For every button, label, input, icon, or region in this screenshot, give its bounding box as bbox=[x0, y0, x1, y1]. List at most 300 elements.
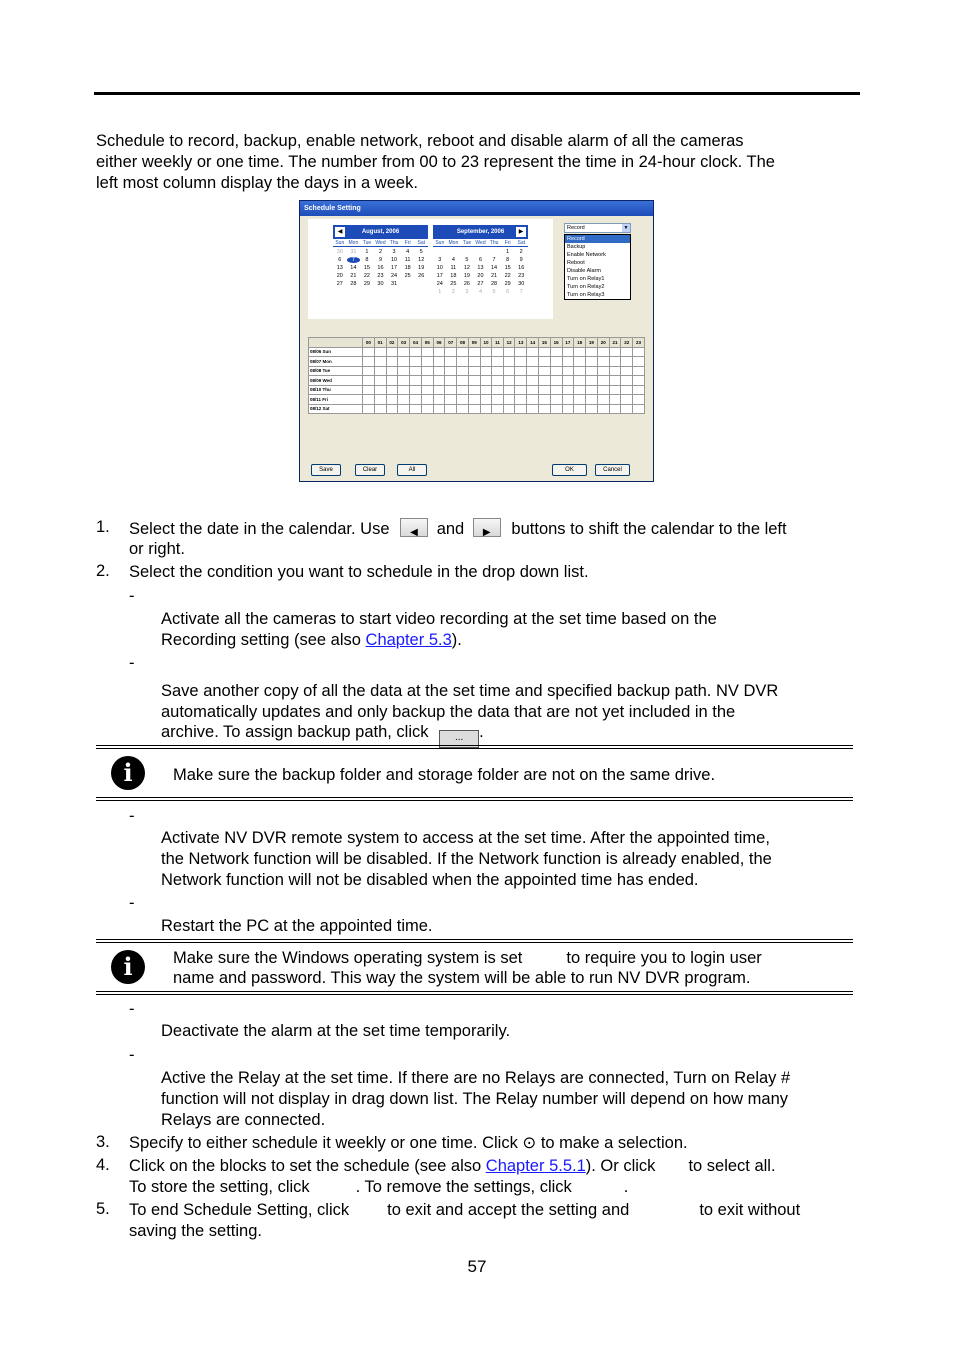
dropdown-option[interactable]: Disable Alarm bbox=[567, 268, 601, 274]
schedule-cell[interactable] bbox=[363, 347, 375, 357]
calendar-day[interactable]: 2 bbox=[451, 289, 455, 295]
schedule-cell[interactable] bbox=[445, 366, 457, 376]
schedule-cell[interactable] bbox=[421, 366, 433, 376]
day-label: 08/07 Mon bbox=[309, 357, 363, 367]
schedule-cell[interactable] bbox=[550, 404, 562, 414]
schedule-cell[interactable] bbox=[633, 404, 645, 414]
schedule-cell[interactable] bbox=[421, 357, 433, 367]
calendar-day[interactable]: 27 bbox=[336, 281, 343, 287]
calendar-day[interactable]: 10 bbox=[436, 265, 443, 271]
step-2: Select the condition you want to schedule in the drop down list. bbox=[129, 563, 589, 581]
schedule-cell[interactable] bbox=[609, 357, 621, 367]
schedule-cell[interactable] bbox=[374, 347, 386, 357]
calendar-day[interactable]: 5 bbox=[419, 249, 423, 255]
hour-header: 00 bbox=[363, 338, 375, 348]
calendar-day[interactable]: 3 bbox=[465, 289, 469, 295]
condition-dropdown[interactable]: Record ▼ bbox=[564, 223, 631, 233]
schedule-cell[interactable] bbox=[363, 385, 375, 395]
calendar-day[interactable]: 18 bbox=[450, 273, 457, 279]
hour-header: 03 bbox=[398, 338, 410, 348]
schedule-cell[interactable] bbox=[374, 376, 386, 386]
calendar-day[interactable]: 8 bbox=[506, 257, 510, 263]
calendar-day bbox=[433, 249, 447, 255]
calendar-day[interactable]: 21 bbox=[350, 273, 357, 279]
weekday-label: Wed bbox=[375, 240, 386, 246]
schedule-cell[interactable] bbox=[527, 366, 539, 376]
step-5: To end Schedule Setting, click to exit and accept the setting and to exit without bbox=[129, 1201, 801, 1219]
schedule-cell[interactable] bbox=[480, 347, 492, 357]
schedule-cell[interactable] bbox=[363, 395, 375, 405]
schedule-cell[interactable] bbox=[586, 404, 598, 414]
schedule-cell[interactable] bbox=[527, 395, 539, 405]
calendar-day[interactable]: 1 bbox=[438, 289, 442, 295]
schedule-cell[interactable] bbox=[492, 357, 503, 367]
calendar-day[interactable]: 17 bbox=[436, 273, 443, 279]
schedule-cell[interactable] bbox=[562, 366, 574, 376]
schedule-cell[interactable] bbox=[527, 357, 539, 367]
calendar-day[interactable]: 6 bbox=[478, 257, 483, 263]
schedule-cell[interactable] bbox=[515, 376, 527, 386]
schedule-cell[interactable] bbox=[574, 366, 586, 376]
schedule-cell[interactable] bbox=[421, 347, 433, 357]
calendar-weekdays bbox=[333, 240, 428, 247]
schedule-cell[interactable] bbox=[538, 395, 550, 405]
schedule-cell[interactable] bbox=[374, 357, 386, 367]
schedule-cell[interactable] bbox=[538, 366, 550, 376]
calendar-day[interactable]: 3 bbox=[438, 257, 442, 263]
schedule-cell[interactable] bbox=[503, 347, 515, 357]
chapter-5-3-link[interactable]: Chapter 5.3 bbox=[365, 631, 452, 649]
schedule-cell[interactable] bbox=[457, 404, 469, 414]
left-arrow-button-icon: ◀ bbox=[400, 518, 428, 537]
calendar-day[interactable]: 19 bbox=[418, 265, 425, 271]
calendar-day[interactable]: 15 bbox=[363, 265, 370, 271]
schedule-cell[interactable] bbox=[609, 385, 621, 395]
schedule-cell[interactable] bbox=[386, 357, 398, 367]
calendar-day[interactable]: 31 bbox=[350, 249, 357, 255]
schedule-cell[interactable] bbox=[433, 385, 445, 395]
calendar-day[interactable]: 17 bbox=[391, 265, 398, 271]
schedule-cell[interactable] bbox=[492, 385, 503, 395]
calendar-day[interactable]: 6 bbox=[338, 257, 342, 263]
step-3: Specify to either schedule it weekly or one time. Click ⊙ to make a selection. bbox=[129, 1134, 688, 1152]
schedule-cell[interactable] bbox=[433, 404, 445, 414]
schedule-cell[interactable] bbox=[562, 357, 574, 367]
schedule-row bbox=[309, 366, 645, 376]
calendar-day[interactable]: 24 bbox=[436, 281, 443, 287]
calendar-day[interactable]: 29 bbox=[504, 281, 511, 287]
schedule-row bbox=[309, 404, 645, 414]
schedule-cell[interactable] bbox=[574, 395, 586, 405]
calendar-day[interactable]: 16 bbox=[377, 265, 384, 271]
calendar-day[interactable]: 6 bbox=[506, 289, 510, 295]
schedule-cell[interactable] bbox=[609, 376, 621, 386]
schedule-cell[interactable] bbox=[633, 395, 645, 405]
schedule-cell[interactable] bbox=[445, 395, 457, 405]
calendar-day[interactable]: 4 bbox=[478, 289, 483, 295]
schedule-cell[interactable] bbox=[398, 395, 410, 405]
schedule-cell[interactable] bbox=[457, 376, 469, 386]
calendar-day[interactable]: 5 bbox=[465, 257, 469, 263]
calendar-day[interactable]: 25 bbox=[404, 273, 411, 279]
dropdown-option[interactable]: Turn on Relay2 bbox=[567, 284, 605, 290]
schedule-cell[interactable] bbox=[550, 366, 562, 376]
schedule-cell[interactable] bbox=[538, 404, 550, 414]
schedule-cell[interactable] bbox=[621, 347, 633, 357]
calendar-september bbox=[433, 225, 528, 295]
save-button[interactable]: Save bbox=[311, 464, 341, 476]
calendar-day[interactable]: 7 bbox=[492, 257, 496, 263]
schedule-cell[interactable] bbox=[597, 395, 609, 405]
schedule-cell[interactable] bbox=[433, 347, 445, 357]
schedule-cell[interactable] bbox=[410, 357, 422, 367]
calendar-day[interactable]: 8 bbox=[365, 257, 369, 263]
schedule-cell[interactable] bbox=[480, 395, 492, 405]
schedule-cell[interactable] bbox=[468, 395, 480, 405]
schedule-cell[interactable] bbox=[633, 347, 645, 357]
schedule-cell[interactable] bbox=[421, 404, 433, 414]
calendar-day[interactable]: 26 bbox=[418, 273, 425, 279]
schedule-cell[interactable] bbox=[421, 395, 433, 405]
schedule-cell[interactable] bbox=[421, 376, 433, 386]
schedule-cell[interactable] bbox=[410, 395, 422, 405]
calendar-day[interactable]: 20 bbox=[477, 273, 484, 279]
calendar-day[interactable]: 14 bbox=[350, 265, 357, 271]
hour-header: 07 bbox=[445, 338, 457, 348]
hour-header: 17 bbox=[562, 338, 574, 348]
schedule-cell[interactable] bbox=[492, 347, 503, 357]
schedule-cell[interactable] bbox=[527, 404, 539, 414]
calendar-day[interactable]: 5 bbox=[492, 289, 496, 295]
schedule-cell[interactable] bbox=[386, 385, 398, 395]
schedule-cell[interactable] bbox=[550, 385, 562, 395]
schedule-cell[interactable] bbox=[621, 385, 633, 395]
next-month-button[interactable]: ▶ bbox=[516, 227, 526, 237]
calendar-day[interactable]: 14 bbox=[491, 265, 498, 271]
hour-header: 16 bbox=[550, 338, 562, 348]
schedule-cell[interactable] bbox=[538, 385, 550, 395]
schedule-cell[interactable] bbox=[515, 404, 527, 414]
calendar-day[interactable]: 16 bbox=[518, 265, 525, 271]
schedule-cell[interactable] bbox=[515, 357, 527, 367]
schedule-grid[interactable] bbox=[308, 337, 645, 414]
schedule-cell[interactable] bbox=[445, 347, 457, 357]
schedule-cell[interactable] bbox=[586, 395, 598, 405]
hour-header: 12 bbox=[503, 338, 515, 348]
schedule-cell[interactable] bbox=[574, 376, 586, 386]
calendar-days[interactable] bbox=[433, 249, 528, 295]
weekday-label: Fri bbox=[404, 240, 411, 246]
dropdown-option[interactable]: Reboot bbox=[567, 260, 585, 266]
backup-path-line: archive. To assign backup path, click ... . bbox=[161, 722, 484, 748]
schedule-cell[interactable] bbox=[363, 357, 375, 367]
schedule-cell[interactable] bbox=[386, 404, 398, 414]
schedule-cell[interactable] bbox=[503, 385, 515, 395]
calendar-day[interactable]: 31 bbox=[391, 281, 398, 287]
schedule-cell[interactable] bbox=[445, 357, 457, 367]
calendar-day[interactable]: 7 bbox=[519, 289, 523, 295]
schedule-cell[interactable] bbox=[586, 357, 598, 367]
calendar-day[interactable]: 18 bbox=[404, 265, 411, 271]
schedule-cell[interactable] bbox=[363, 404, 375, 414]
calendar-day[interactable]: 28 bbox=[350, 281, 357, 287]
schedule-cell[interactable] bbox=[468, 366, 480, 376]
schedule-cell[interactable] bbox=[363, 366, 375, 376]
schedule-cell[interactable] bbox=[468, 385, 480, 395]
calendar-day[interactable]: 4 bbox=[451, 257, 455, 263]
calendar-day[interactable]: 7 bbox=[347, 257, 361, 263]
calendar-day[interactable]: 30 bbox=[377, 281, 384, 287]
schedule-cell[interactable] bbox=[445, 376, 457, 386]
schedule-cell[interactable] bbox=[586, 385, 598, 395]
schedule-cell[interactable] bbox=[386, 347, 398, 357]
schedule-cell[interactable] bbox=[515, 366, 527, 376]
schedule-cell[interactable] bbox=[398, 366, 410, 376]
calendar-day[interactable]: 11 bbox=[450, 265, 457, 271]
schedule-cell[interactable] bbox=[457, 395, 469, 405]
calendar-title: September, 2006 bbox=[456, 229, 505, 235]
schedule-cell[interactable] bbox=[621, 357, 633, 367]
weekday-label: Thu bbox=[389, 240, 399, 246]
schedule-cell[interactable] bbox=[550, 357, 562, 367]
schedule-cell[interactable] bbox=[457, 366, 469, 376]
calendar-day[interactable]: 9 bbox=[378, 257, 383, 263]
schedule-cell[interactable] bbox=[597, 385, 609, 395]
calendar-day[interactable]: 30 bbox=[518, 281, 525, 287]
hour-header: 20 bbox=[597, 338, 609, 348]
dropdown-option[interactable]: Turn on Relay3 bbox=[567, 292, 605, 298]
schedule-cell[interactable] bbox=[633, 366, 645, 376]
schedule-cell[interactable] bbox=[515, 395, 527, 405]
calendar-day[interactable]: 24 bbox=[391, 273, 398, 279]
calendar-day[interactable]: 19 bbox=[463, 273, 470, 279]
dropdown-option[interactable]: Enable Network bbox=[567, 252, 606, 258]
dropdown-option[interactable]: Backup bbox=[567, 244, 586, 250]
schedule-cell[interactable] bbox=[515, 385, 527, 395]
schedule-cell[interactable] bbox=[574, 347, 586, 357]
schedule-cell[interactable] bbox=[433, 366, 445, 376]
day-label: 08/10 Thu bbox=[309, 385, 363, 395]
schedule-cell[interactable] bbox=[515, 347, 527, 357]
schedule-cell[interactable] bbox=[621, 395, 633, 405]
schedule-cell[interactable] bbox=[503, 357, 515, 367]
schedule-cell[interactable] bbox=[562, 395, 574, 405]
calendar-day[interactable]: 21 bbox=[491, 273, 498, 279]
calendar-day[interactable]: 15 bbox=[504, 265, 511, 271]
schedule-cell[interactable] bbox=[621, 376, 633, 386]
schedule-cell[interactable] bbox=[574, 357, 586, 367]
chapter-5-5-1-link[interactable]: Chapter 5.5.1 bbox=[485, 1157, 586, 1175]
schedule-cell[interactable] bbox=[492, 404, 503, 414]
chevron-down-icon: ▼ bbox=[623, 225, 629, 231]
schedule-cell[interactable] bbox=[410, 404, 422, 414]
dropdown-option[interactable]: Turn on Relay1 bbox=[567, 276, 605, 282]
dropdown-option[interactable]: Record bbox=[565, 235, 630, 243]
schedule-cell[interactable] bbox=[503, 395, 515, 405]
schedule-cell[interactable] bbox=[597, 404, 609, 414]
calendar-day[interactable]: 22 bbox=[363, 273, 370, 279]
clear-button[interactable]: Clear bbox=[355, 464, 385, 476]
schedule-cell[interactable] bbox=[457, 347, 469, 357]
schedule-cell[interactable] bbox=[538, 357, 550, 367]
calendar-days[interactable] bbox=[333, 249, 428, 287]
schedule-cell[interactable] bbox=[398, 357, 410, 367]
schedule-cell[interactable] bbox=[374, 366, 386, 376]
calendar-day[interactable]: 23 bbox=[518, 273, 525, 279]
schedule-row bbox=[309, 347, 645, 357]
schedule-cell[interactable] bbox=[398, 385, 410, 395]
schedule-cell[interactable] bbox=[609, 347, 621, 357]
calendar-day[interactable]: 28 bbox=[491, 281, 498, 287]
schedule-cell[interactable] bbox=[410, 376, 422, 386]
step-1: Select the date in the calendar. Use ◀ and ▶ buttons to shift the calendar to the left bbox=[129, 520, 787, 538]
schedule-cell[interactable] bbox=[445, 385, 457, 395]
schedule-cell[interactable] bbox=[586, 376, 598, 386]
schedule-cell[interactable] bbox=[374, 404, 386, 414]
schedule-cell[interactable] bbox=[398, 347, 410, 357]
schedule-cell[interactable] bbox=[386, 395, 398, 405]
schedule-cell[interactable] bbox=[410, 385, 422, 395]
calendar-day[interactable]: 12 bbox=[463, 265, 470, 271]
schedule-cell[interactable] bbox=[562, 404, 574, 414]
hour-header: 22 bbox=[621, 338, 633, 348]
calendar-day[interactable]: 12 bbox=[418, 257, 425, 263]
schedule-cell[interactable] bbox=[597, 376, 609, 386]
hour-header: 04 bbox=[410, 338, 422, 348]
schedule-cell[interactable] bbox=[445, 404, 457, 414]
schedule-cell[interactable] bbox=[609, 404, 621, 414]
schedule-cell[interactable] bbox=[527, 347, 539, 357]
schedule-cell[interactable] bbox=[586, 347, 598, 357]
prev-month-button[interactable]: ◀ bbox=[335, 227, 345, 237]
schedule-cell[interactable] bbox=[586, 366, 598, 376]
schedule-cell[interactable] bbox=[468, 347, 480, 357]
calendar-day[interactable]: 3 bbox=[392, 249, 396, 255]
calendar-day[interactable]: 1 bbox=[365, 249, 369, 255]
schedule-cell[interactable] bbox=[550, 395, 562, 405]
schedule-cell[interactable] bbox=[410, 366, 422, 376]
schedule-cell[interactable] bbox=[374, 395, 386, 405]
schedule-cell[interactable] bbox=[480, 366, 492, 376]
schedule-cell[interactable] bbox=[468, 376, 480, 386]
schedule-cell[interactable] bbox=[574, 385, 586, 395]
cancel-button[interactable]: Cancel bbox=[595, 464, 630, 476]
calendar-day[interactable]: 10 bbox=[391, 257, 398, 263]
schedule-cell[interactable] bbox=[468, 404, 480, 414]
hour-header: 15 bbox=[538, 338, 550, 348]
schedule-cell[interactable] bbox=[386, 376, 398, 386]
calendar-day[interactable]: 26 bbox=[463, 281, 470, 287]
schedule-cell[interactable] bbox=[597, 366, 609, 376]
schedule-cell[interactable] bbox=[527, 376, 539, 386]
schedule-cell[interactable] bbox=[363, 376, 375, 386]
schedule-cell[interactable] bbox=[574, 404, 586, 414]
schedule-cell[interactable] bbox=[562, 376, 574, 386]
record-desc: Recording setting (see also Chapter 5.3). bbox=[161, 631, 462, 649]
schedule-cell[interactable] bbox=[457, 357, 469, 367]
schedule-cell[interactable] bbox=[621, 366, 633, 376]
schedule-cell[interactable] bbox=[421, 385, 433, 395]
schedule-cell[interactable] bbox=[433, 395, 445, 405]
schedule-row bbox=[309, 376, 645, 386]
note-backup: i Make sure the backup folder and storage folder are not on the same drive. bbox=[96, 745, 853, 801]
schedule-cell[interactable] bbox=[503, 366, 515, 376]
schedule-cell[interactable] bbox=[538, 347, 550, 357]
schedule-cell[interactable] bbox=[597, 357, 609, 367]
day-label: 08/11 Fri bbox=[309, 395, 363, 405]
calendar-day[interactable]: 30 bbox=[336, 249, 343, 255]
schedule-cell[interactable] bbox=[562, 347, 574, 357]
schedule-cell[interactable] bbox=[597, 347, 609, 357]
condition-dropdown-list[interactable] bbox=[564, 234, 631, 300]
hour-header: 10 bbox=[480, 338, 492, 348]
schedule-cell[interactable] bbox=[538, 376, 550, 386]
weekday-label: Sat bbox=[417, 240, 426, 246]
calendar-day[interactable]: 27 bbox=[477, 281, 484, 287]
schedule-cell[interactable] bbox=[386, 366, 398, 376]
calendar-day[interactable]: 13 bbox=[336, 265, 343, 271]
calendar-day[interactable]: 20 bbox=[336, 273, 343, 279]
schedule-cell[interactable] bbox=[492, 376, 503, 386]
schedule-cell[interactable] bbox=[410, 347, 422, 357]
page-number: 57 bbox=[467, 1257, 487, 1276]
schedule-cell[interactable] bbox=[609, 395, 621, 405]
calendar-day[interactable]: 2 bbox=[519, 249, 523, 255]
schedule-cell[interactable] bbox=[468, 357, 480, 367]
schedule-cell[interactable] bbox=[633, 385, 645, 395]
calendar-day[interactable]: 23 bbox=[377, 273, 384, 279]
ok-button[interactable]: OK bbox=[552, 464, 587, 476]
calendar-day[interactable]: 29 bbox=[363, 281, 370, 287]
schedule-cell[interactable] bbox=[433, 357, 445, 367]
schedule-row bbox=[309, 395, 645, 405]
hour-header: 05 bbox=[421, 338, 433, 348]
calendar-august bbox=[333, 225, 428, 287]
calendar-day[interactable]: 2 bbox=[378, 249, 383, 255]
schedule-cell[interactable] bbox=[550, 347, 562, 357]
calendar-day[interactable]: 22 bbox=[504, 273, 511, 279]
weekday-label: Sat bbox=[517, 240, 526, 246]
schedule-cell[interactable] bbox=[633, 357, 645, 367]
calendar-day[interactable]: 13 bbox=[477, 265, 484, 271]
schedule-cell[interactable] bbox=[374, 385, 386, 395]
schedule-cell[interactable] bbox=[550, 376, 562, 386]
calendar-day[interactable]: 25 bbox=[450, 281, 457, 287]
schedule-cell[interactable] bbox=[480, 404, 492, 414]
calendar-day[interactable]: 9 bbox=[519, 257, 523, 263]
schedule-cell[interactable] bbox=[398, 404, 410, 414]
schedule-cell[interactable] bbox=[480, 376, 492, 386]
schedule-cell[interactable] bbox=[480, 357, 492, 367]
schedule-cell[interactable] bbox=[503, 376, 515, 386]
schedule-cell[interactable] bbox=[480, 385, 492, 395]
schedule-cell[interactable] bbox=[609, 366, 621, 376]
calendar-day[interactable]: 11 bbox=[404, 257, 411, 263]
calendar-day[interactable]: 4 bbox=[406, 249, 410, 255]
schedule-cell[interactable] bbox=[527, 385, 539, 395]
schedule-cell[interactable] bbox=[621, 404, 633, 414]
schedule-cell[interactable] bbox=[633, 376, 645, 386]
all-button[interactable]: All bbox=[397, 464, 427, 476]
calendar-day[interactable]: 1 bbox=[506, 249, 510, 255]
schedule-cell[interactable] bbox=[562, 385, 574, 395]
schedule-cell[interactable] bbox=[433, 376, 445, 386]
schedule-cell[interactable] bbox=[398, 376, 410, 386]
schedule-cell[interactable] bbox=[503, 404, 515, 414]
schedule-cell[interactable] bbox=[492, 395, 503, 405]
schedule-cell[interactable] bbox=[492, 366, 503, 376]
schedule-cell[interactable] bbox=[457, 385, 469, 395]
